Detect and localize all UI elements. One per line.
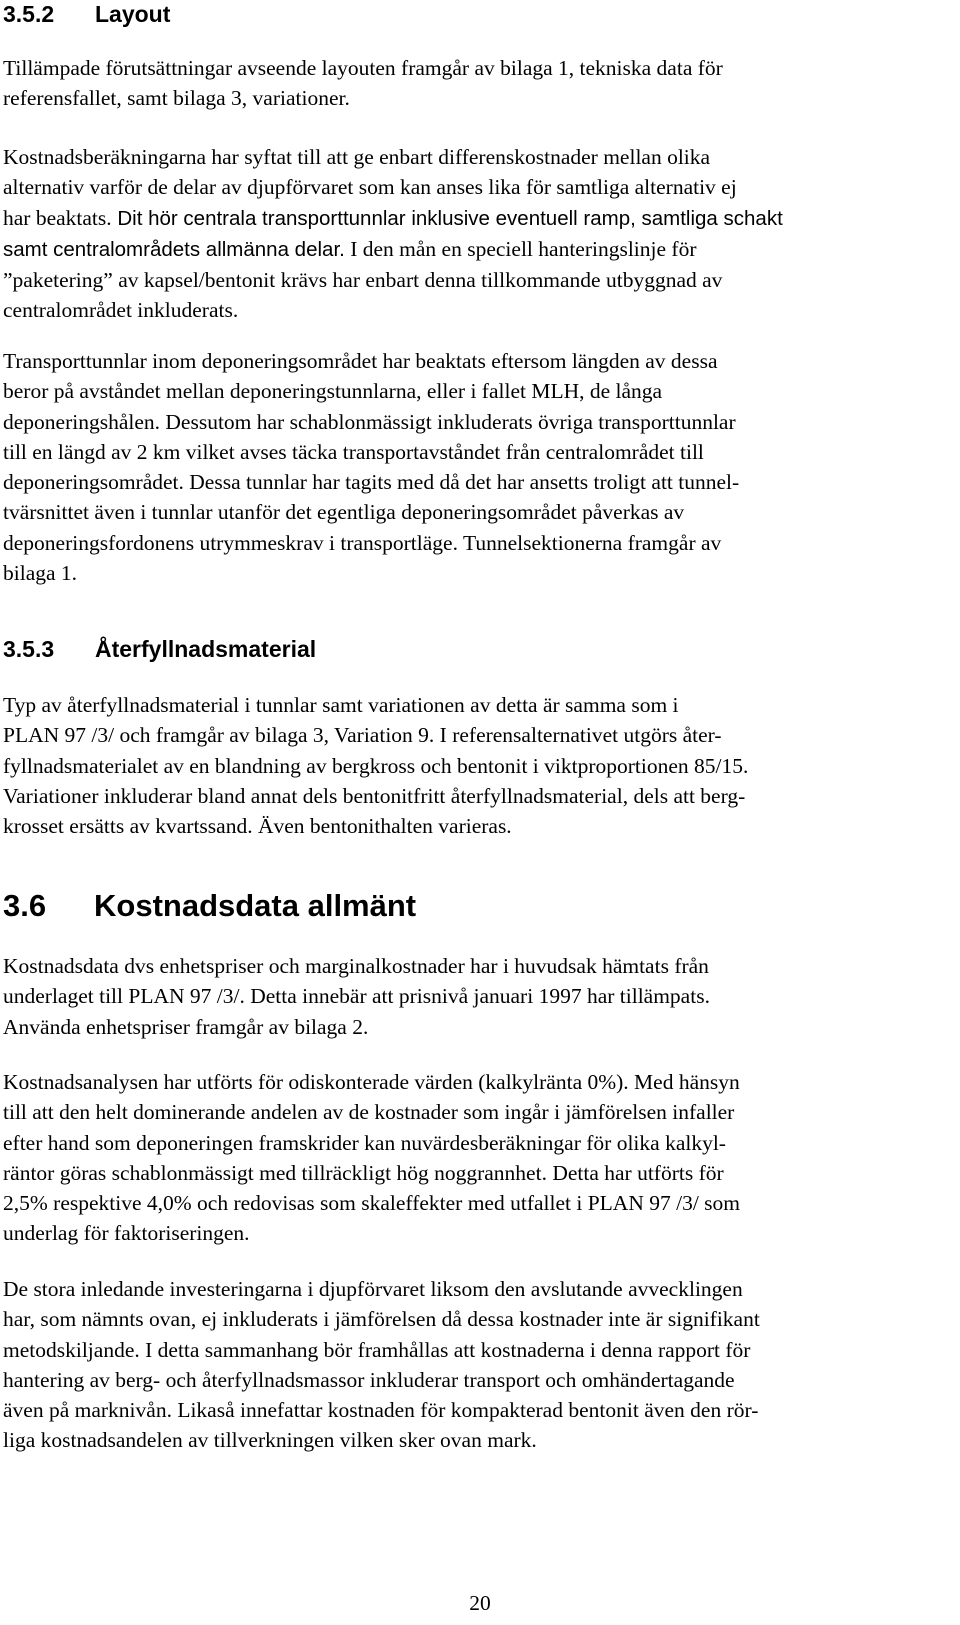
text-line: Kostnadsdata dvs enhetspriser och marginalkostnader har i huvudsak hämtats från <box>3 954 709 978</box>
text-line: tvärsnittet även i tunnlar utanför det egentliga deponeringsområdet påverkas av <box>3 500 685 525</box>
text-line: ”paketering” av kapsel/bentonit krävs har enbart denna tillkommande utbyggnad av <box>3 268 723 293</box>
paragraph-cost-scope <box>3 142 783 326</box>
text-line: alternativ varför de delar av djupförvaret som kan anses lika för samtliga alternativ ej <box>3 175 737 200</box>
text-line: PLAN 97 /3/ och framgår av bilaga 3, Variation 9. I referensalternativet utgörs åter- <box>3 723 722 748</box>
text-line-mixed <box>3 203 783 234</box>
page-number: 20 <box>469 1591 491 1615</box>
text-run-sans: samt centralområdets allmänna delar. <box>3 237 345 261</box>
section-number: 3.5.3 <box>3 636 55 662</box>
text-line: underlaget till PLAN 97 /3/. Detta innebär att prisnivå januari 1997 har tillämpats. <box>3 984 710 1009</box>
paragraph-transport-tunnels <box>3 346 739 588</box>
text-run: har beaktats. <box>3 205 112 230</box>
text-line: Variationer inkluderar bland annat dels bentonitfritt återfyllnadsmaterial, dels att berg- <box>3 783 746 808</box>
paragraph-cost-analysis <box>3 1067 740 1249</box>
text-line: räntor göras schablonmässigt med tillräckligt hög noggrannhet. Detta har utförts för <box>3 1160 724 1185</box>
text-line: underlag för faktoriseringen. <box>3 1221 250 1246</box>
text-line: liga kostnadsandelen av tillverkningen vilken sker ovan mark. <box>3 1428 537 1453</box>
section-title: Layout <box>95 1 171 27</box>
text-line: Tillämpade förutsättningar avseende layouten framgår av bilaga 1, tekniska data för <box>3 56 723 80</box>
text-line-mixed <box>3 234 783 265</box>
section-number: 3.5.2 <box>3 1 55 27</box>
text-line: Transporttunnlar inom deponeringsområdet har beaktats eftersom längden av dessa <box>3 349 718 373</box>
text-line: centralområdet inkluderats. <box>3 298 239 323</box>
text-line: fyllnadsmaterialet av en blandning av bergkross och bentonit i viktproportionen 85/15. <box>3 753 749 778</box>
text-line: Typ av återfyllnadsmaterial i tunnlar samt variationen av detta är samma som i <box>3 693 679 717</box>
text-line: till att den helt dominerande andelen av de kostnader som ingår i jämförelsen infaller <box>3 1100 735 1125</box>
text-line: krosset ersätts av kvartssand. Även bentonithalten varieras. <box>3 814 512 839</box>
text-line: Använda enhetspriser framgår av bilaga 2. <box>3 1014 369 1039</box>
section-number: 3.6 <box>3 888 47 923</box>
heading-3-5-3 <box>3 635 316 663</box>
text-line: har, som nämnts ovan, ej inkluderats i jämförelsen då dessa kostnader inte är signifikant <box>3 1307 760 1332</box>
text-line: beror på avståndet mellan deponeringstunnlarna, eller i fallet MLH, de långa <box>3 379 663 404</box>
text-line: hantering av berg- och återfyllnadsmassor inkluderar transport och omhändertagande <box>3 1367 735 1392</box>
text-line: metodskiljande. I detta sammanhang bör framhållas att kostnaderna i denna rapport för <box>3 1337 751 1362</box>
text-line: även på marknivån. Likaså innefattar kostnaden för kompakterad bentonit även den rör- <box>3 1398 759 1423</box>
text-line: 2,5% respektive 4,0% och redovisas som skaleffekter med utfallet i PLAN 97 /3/ som <box>3 1191 741 1216</box>
text-line: till en längd av 2 km vilket avses täcka transportavståndet från centralområdet till <box>3 439 704 464</box>
text-line: deponeringsområdet. Dessa tunnlar har tagits med då det har ansetts troligt att tunnel- <box>3 470 740 495</box>
paragraph-investments <box>3 1274 760 1456</box>
text-run-sans: Dit hör centrala transporttunnlar inklusive eventuell ramp, samtliga schakt <box>111 206 783 230</box>
text-line: bilaga 1. <box>3 561 78 586</box>
text-line: efter hand som deponeringen framskrider kan nuvärdesberäkningar för olika kalkyl- <box>3 1130 726 1155</box>
heading-3-5-2 <box>3 0 170 28</box>
section-title: Återfyllnadsmaterial <box>95 636 317 662</box>
text-line: Kostnadsanalysen har utförts för odiskonterade värden (kalkylränta 0%). Med hänsyn <box>3 1070 740 1094</box>
text-line: De stora inledande investeringarna i djupförvaret liksom den avslutande avvecklingen <box>3 1277 743 1301</box>
paragraph-layout-intro <box>3 53 723 114</box>
text-line: deponeringshålen. Dessutom har schablonmässigt inkluderats övriga transporttunnlar <box>3 409 736 434</box>
paragraph-cost-data <box>3 951 710 1042</box>
text-line: Kostnadsberäkningarna har syftat till att ge enbart differenskostnader mellan olika <box>3 145 711 169</box>
text-run: I den mån en speciell hanteringslinje för <box>344 236 697 261</box>
text-line: deponeringsfordonens utrymmeskrav i transportläge. Tunnelsektionerna framgår av <box>3 530 722 555</box>
paragraph-backfill <box>3 690 748 841</box>
heading-3-6 <box>3 888 416 924</box>
section-title: Kostnadsdata allmänt <box>94 888 417 923</box>
text-line: referensfallet, samt bilaga 3, variationer. <box>3 86 350 111</box>
